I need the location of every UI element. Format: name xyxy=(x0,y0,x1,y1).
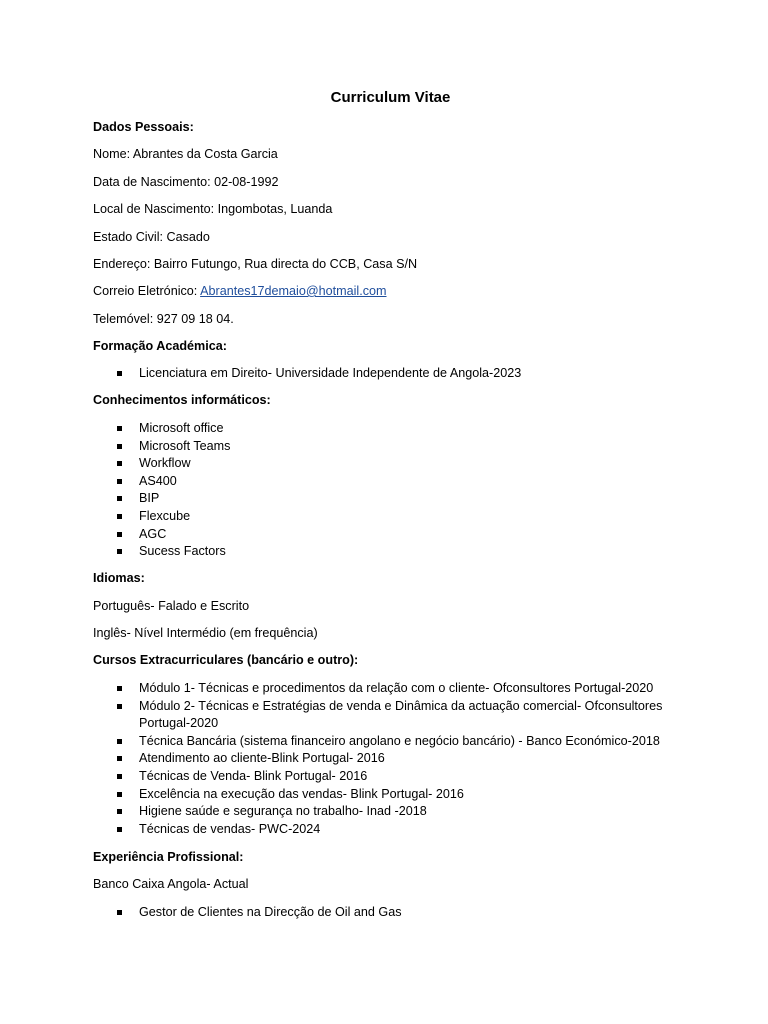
list-item: Gestor de Clientes na Direcção de Oil and Gas xyxy=(93,904,693,922)
bullet-square-icon xyxy=(117,461,122,466)
bullet-square-icon xyxy=(117,704,122,709)
list-item: Flexcube xyxy=(93,508,693,526)
bullet-square-icon xyxy=(117,514,122,519)
list-item: Técnicas de Venda- Blink Portugal- 2016 xyxy=(93,768,693,786)
bullet-square-icon xyxy=(117,444,122,449)
email-link[interactable]: Abrantes17demaio@hotmail.com xyxy=(200,284,387,298)
bullet-square-icon xyxy=(117,479,122,484)
list-item: BIP xyxy=(93,490,693,508)
bullet-square-icon xyxy=(117,774,122,779)
bullet-square-icon xyxy=(117,496,122,501)
correio-line xyxy=(93,283,387,300)
list-item: Microsoft office xyxy=(93,420,693,438)
dados-pessoais-heading: Dados Pessoais: xyxy=(93,120,194,134)
list-item: Licenciatura em Direito- Universidade Independente de Angola-2023 xyxy=(93,365,693,383)
experiencia-list xyxy=(93,904,693,922)
bullet-square-icon xyxy=(117,532,122,537)
informaticos-heading: Conhecimentos informáticos: xyxy=(93,393,271,407)
telemovel-line: Telemóvel: 927 09 18 04. xyxy=(93,312,234,326)
list-item: Workflow xyxy=(93,455,693,473)
bullet-square-icon xyxy=(117,739,122,744)
bullet-square-icon xyxy=(117,910,122,915)
experiencia-heading: Experiência Profissional: xyxy=(93,850,244,864)
idiomas-heading: Idiomas: xyxy=(93,571,145,585)
list-item: AGC xyxy=(93,526,693,544)
list-item: Microsoft Teams xyxy=(93,438,693,456)
data-nascimento-line: Data de Nascimento: 02-08-1992 xyxy=(93,175,279,189)
list-item: AS400 xyxy=(93,473,693,491)
bullet-square-icon xyxy=(117,371,122,376)
nome-line: Nome: Abrantes da Costa Garcia xyxy=(93,147,278,161)
list-item: Técnicas de vendas- PWC-2024 xyxy=(93,821,693,839)
empresa-line: Banco Caixa Angola- Actual xyxy=(93,877,249,891)
endereco-line: Endereço: Bairro Futungo, Rua directa do CCB, Casa S/N xyxy=(93,257,418,271)
document-title: Curriculum Vitae xyxy=(330,89,451,106)
list-item: Excelência na execução das vendas- Blink Portugal- 2016 xyxy=(93,786,693,804)
bullet-square-icon xyxy=(117,549,122,554)
bullet-square-icon xyxy=(117,756,122,761)
formacao-list xyxy=(93,365,693,383)
bullet-square-icon xyxy=(117,686,122,691)
list-item: Higiene saúde e segurança no trabalho- Inad -2018 xyxy=(93,803,693,821)
list-item: Sucess Factors xyxy=(93,543,693,561)
list-item: Técnica Bancária (sistema financeiro angolano e negócio bancário) - Banco Económico-2018 xyxy=(93,733,693,751)
correio-label: Correio Eletrónico: xyxy=(93,284,201,298)
bullet-square-icon xyxy=(117,426,122,431)
bullet-square-icon xyxy=(117,792,122,797)
informaticos-list xyxy=(93,420,693,561)
list-item: Atendimento ao cliente-Blink Portugal- 2016 xyxy=(93,750,693,768)
list-item: Módulo 1- Técnicas e procedimentos da relação com o cliente- Ofconsultores Portugal-2020 xyxy=(93,680,693,698)
cursos-list xyxy=(93,680,693,838)
bullet-square-icon xyxy=(117,809,122,814)
formacao-heading: Formação Académica: xyxy=(93,339,227,353)
ingles-line: Inglês- Nível Intermédio (em frequência) xyxy=(93,626,318,640)
estado-civil-line: Estado Civil: Casado xyxy=(93,230,210,244)
local-nascimento-line: Local de Nascimento: Ingombotas, Luanda xyxy=(93,202,333,216)
cursos-heading: Cursos Extracurriculares (bancário e outro): xyxy=(93,653,359,667)
list-item: Módulo 2- Técnicas e Estratégias de venda e Dinâmica da actuação comercial- Ofconsultores Portugal-2020 xyxy=(93,698,693,733)
bullet-square-icon xyxy=(117,827,122,832)
portugues-line: Português- Falado e Escrito xyxy=(93,599,250,613)
